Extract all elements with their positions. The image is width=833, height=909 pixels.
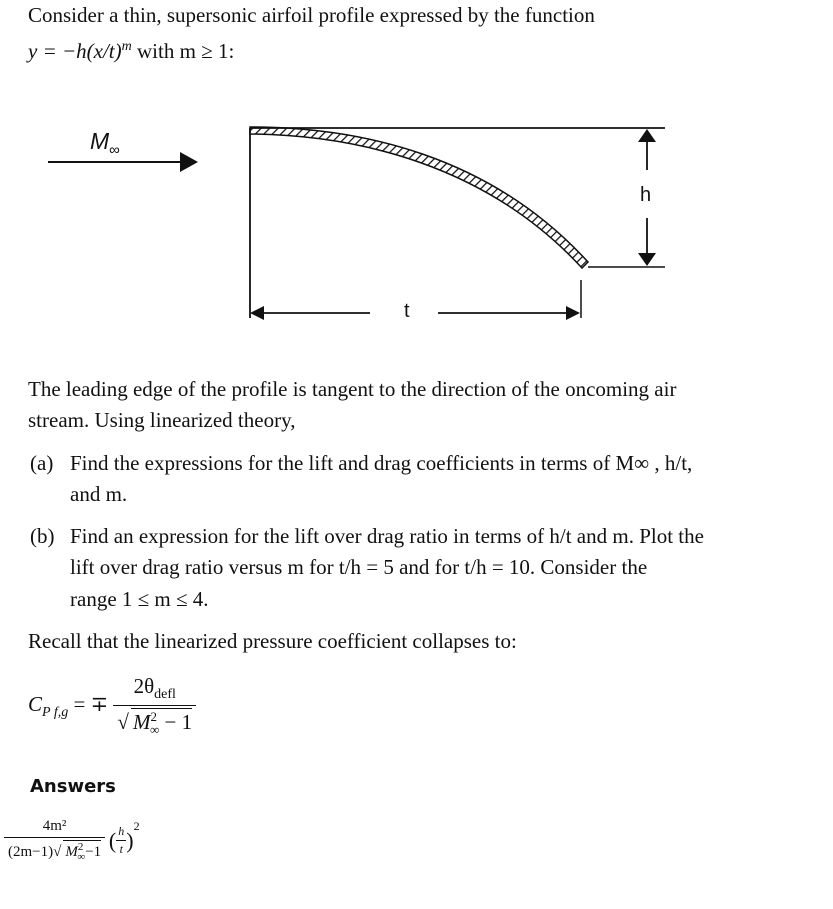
part-b-line-2: lift over drag ratio versus m for t/h = 5 and for t/h = 10. Consider the (70, 555, 648, 579)
airfoil-diagram (0, 100, 833, 340)
mach-label (90, 128, 120, 159)
answer-denominator-subscript: ∞ (77, 851, 86, 863)
mach-subscript: ∞ (109, 141, 120, 159)
answer-fraction: $\frac{\text{4m²}}{(2m-1)√ M^2_\infty-1}$ (4, 818, 105, 863)
part-b-marker: (b) (30, 524, 55, 548)
intro-line-1: Consider a thin, supersonic airfoil profile expressed by the function (28, 3, 595, 27)
paragraph-line-1: The leading edge of the profile is tangent to the direction of the oncoming air (28, 377, 677, 401)
answer-denominator-tail: −1 (85, 844, 102, 860)
answer-numerator: 4m² (4, 818, 105, 838)
equation-numerator: 2θ (133, 674, 155, 698)
height-arrowhead-down (638, 253, 656, 266)
chord-arrowhead-left (250, 306, 264, 320)
equation-lhs-subscript: P f,g (42, 704, 69, 720)
equation-sign: = ∓ (73, 691, 109, 716)
answer-denominator-mach: M (65, 844, 78, 860)
equation-denominator-mach: M (132, 710, 151, 735)
equation-numerator-subscript: defl (154, 687, 176, 703)
answer-formula: $\frac{\text{4m²}}{(2m-1)√ M^2_\infty-1}$ ( $\frac{h}{t}$ )$^2$ (4, 818, 140, 863)
answers-heading: Answers (30, 776, 116, 797)
answer-denominator-left: (2m−1) (8, 844, 54, 860)
recall-text: Recall that the linearized pressure coefficient collapses to: (28, 629, 517, 653)
equation-lhs: C (28, 691, 43, 716)
pressure-coefficient-equation (28, 674, 196, 738)
intro-condition: with m ≥ 1: (131, 39, 235, 63)
intro-formula: y = −h(x/t) (28, 39, 122, 63)
part-b-line-1: Find an expression for the lift over drag ratio in terms of h/t and m. Plot the (70, 524, 704, 548)
airfoil-profile (250, 127, 588, 268)
part-a-marker: (a) (30, 451, 54, 475)
equation-fraction: $\frac{2\theta_{defl}}{√ M^2_\infty - 1}$ (113, 674, 196, 738)
freestream-arrowhead (180, 152, 198, 172)
equation-denominator-tail: − 1 (159, 710, 193, 735)
equation-denominator-exponent: 2 (150, 709, 157, 725)
chord-arrowhead-right (566, 306, 580, 320)
intro-line-2 (28, 31, 234, 67)
part-a-line-2: and m. (70, 482, 128, 506)
mach-symbol: M (90, 128, 110, 154)
answer-ratio (116, 824, 126, 857)
chord-label: t (404, 300, 410, 322)
part-a-line-1: Find the expressions for the lift and drag coefficients in terms of M∞ , h/t, (70, 451, 693, 475)
answer-ratio-denominator: t (119, 842, 123, 856)
intro-formula-exponent: m (121, 39, 132, 54)
answer-ratio-exponent: 2 (133, 818, 140, 833)
paragraph-line-2: stream. Using linearized theory, (28, 408, 296, 432)
part-b-line-3: range 1 ≤ m ≤ 4. (70, 587, 209, 611)
height-arrowhead-up (638, 129, 656, 142)
answer-denominator-exponent: 2 (77, 841, 84, 853)
height-label: h (640, 184, 652, 206)
equation-denominator-subscript: ∞ (149, 722, 160, 738)
answer-ratio-numerator: h (118, 824, 125, 838)
